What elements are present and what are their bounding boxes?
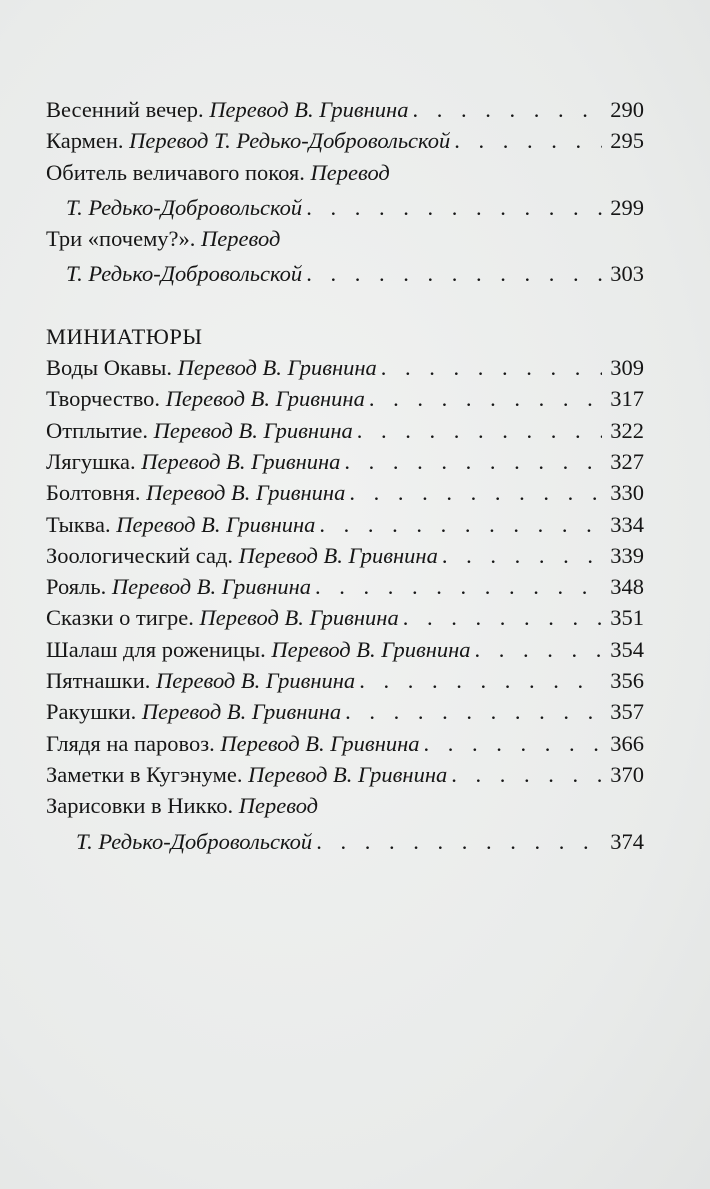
entry-title: Тыква. (46, 511, 111, 537)
dot-leader (349, 477, 602, 508)
entry-translator: Перевод В. Гривнина (156, 668, 356, 694)
toc-entry (46, 415, 644, 446)
entry-translator: Перевод В. Гривнина (177, 355, 377, 381)
entry-title: Ракушки. (46, 699, 137, 725)
entry-page-number: 351 (610, 605, 644, 631)
dot-leader (315, 571, 602, 602)
entry-title: Весенний вечер. (46, 97, 204, 122)
entry-page-number: 299 (610, 194, 644, 220)
entry-page-number: 303 (610, 261, 644, 287)
section-spacer (46, 290, 644, 320)
dot-leader (369, 383, 602, 414)
entry-translator: Перевод В. Гривнина (238, 542, 438, 568)
entry-title: Глядя на паровоз. (46, 730, 215, 756)
entry-title: Рояль. (46, 574, 107, 600)
entry-page-number: 354 (610, 636, 644, 662)
entry-page-number: 290 (610, 97, 644, 122)
table-of-contents (46, 94, 644, 857)
entry-page-number: 370 (610, 761, 644, 787)
entry-translator: Перевод В. Гривнина (209, 97, 409, 122)
entry-title: Отплытие. (46, 417, 148, 443)
entry-title: Лягушка. (46, 448, 136, 474)
entry-page-number: 317 (610, 386, 644, 412)
entry-translator: Перевод В. Гривнина (220, 730, 420, 756)
toc-entry (46, 477, 644, 508)
entry-translator-continued: Т. Редько-Добровольской (66, 194, 303, 220)
toc-entry (46, 665, 644, 696)
entry-translator: Перевод В. Гривнина (248, 761, 448, 787)
dot-leader (424, 728, 602, 759)
toc-entry (46, 446, 644, 477)
entry-translator: Перевод В. Гривнина (146, 480, 346, 506)
entry-translator: Перевод (310, 159, 390, 185)
entry-title: Обитель величавого покоя. (46, 159, 305, 185)
toc-entry (46, 157, 644, 224)
dot-leader (442, 540, 602, 571)
entry-translator: Перевод В. Гривнина (111, 574, 312, 600)
dot-leader (316, 826, 602, 857)
entry-title: Три «почему?». (46, 226, 196, 252)
entry-page-number: 322 (610, 417, 644, 443)
dot-leader (454, 125, 602, 156)
entry-translator: Перевод В. Гривнина (153, 417, 353, 443)
entry-title: Пятнашки. (46, 668, 151, 694)
entry-translator: Перевод В. Гривнина (141, 448, 341, 474)
dot-leader (319, 509, 602, 540)
entry-title: Сказки о тигре. (46, 605, 194, 631)
entry-title: Творчество. (46, 386, 161, 412)
entry-title: Шалаш для роженицы. (46, 636, 266, 662)
dot-leader (344, 446, 602, 477)
entry-title: Заметки в Кугэнуме. (46, 761, 243, 787)
entry-page-number: 374 (610, 828, 644, 854)
toc-entry (46, 571, 644, 602)
entry-page-number: 309 (610, 355, 644, 381)
toc-entry (46, 728, 644, 759)
entry-translator: Перевод В. Гривнина (116, 511, 316, 537)
dot-leader (357, 415, 602, 446)
toc-entry (46, 509, 644, 540)
entry-title: Воды Окавы. (46, 355, 172, 381)
toc-entry (46, 696, 644, 727)
entry-page-number: 330 (610, 480, 644, 506)
dot-leader (451, 759, 602, 790)
entry-page-number: 357 (610, 699, 644, 725)
entry-page-number: 366 (610, 730, 644, 756)
entry-translator-continued: Т. Редько-Добровольской (76, 828, 313, 854)
entry-translator: Перевод (238, 793, 319, 819)
entry-translator: Перевод В. Гривнина (141, 699, 342, 725)
dot-leader (403, 602, 602, 633)
entry-page-number: 327 (610, 448, 644, 474)
dot-leader (359, 665, 602, 696)
toc-entry (46, 125, 644, 156)
toc-entry (46, 223, 644, 290)
entry-translator-continued: Т. Редько-Добровольской (66, 261, 303, 287)
entry-translator: Перевод Т. Редько-Добровольской (129, 128, 451, 154)
toc-entry (46, 383, 644, 414)
section-entry-list (46, 352, 644, 857)
entry-translator: Перевод (201, 226, 281, 252)
toc-entry (46, 634, 644, 665)
entry-translator: Перевод В. Гривнина (199, 605, 399, 631)
toc-entry (46, 540, 644, 571)
dot-leader (381, 352, 602, 383)
dot-leader (306, 192, 602, 223)
entry-title: Зоологический сад. (46, 542, 234, 568)
entry-title: Болтовня. (46, 480, 141, 506)
entry-title: Зарисовки в Никко. (46, 793, 234, 819)
dot-leader (412, 94, 602, 125)
entry-page-number: 348 (610, 574, 644, 600)
entry-page-number: 356 (610, 668, 644, 694)
entry-translator: Перевод В. Гривнина (271, 636, 471, 662)
dot-leader (345, 696, 602, 727)
toc-entry (46, 759, 644, 790)
entry-page-number: 339 (610, 542, 644, 568)
dot-leader (306, 258, 602, 289)
dot-leader (475, 634, 602, 665)
toc-entry (46, 602, 644, 633)
section-heading: МИНИАТЮРЫ (46, 323, 203, 349)
entry-title: Кармен. (46, 128, 124, 154)
toc-entry (46, 94, 644, 125)
toc-entry (46, 352, 644, 383)
entry-translator: Перевод В. Гривнина (165, 386, 365, 412)
entry-page-number: 334 (610, 511, 644, 537)
toc-entry (46, 790, 644, 857)
entry-page-number: 295 (610, 128, 644, 154)
